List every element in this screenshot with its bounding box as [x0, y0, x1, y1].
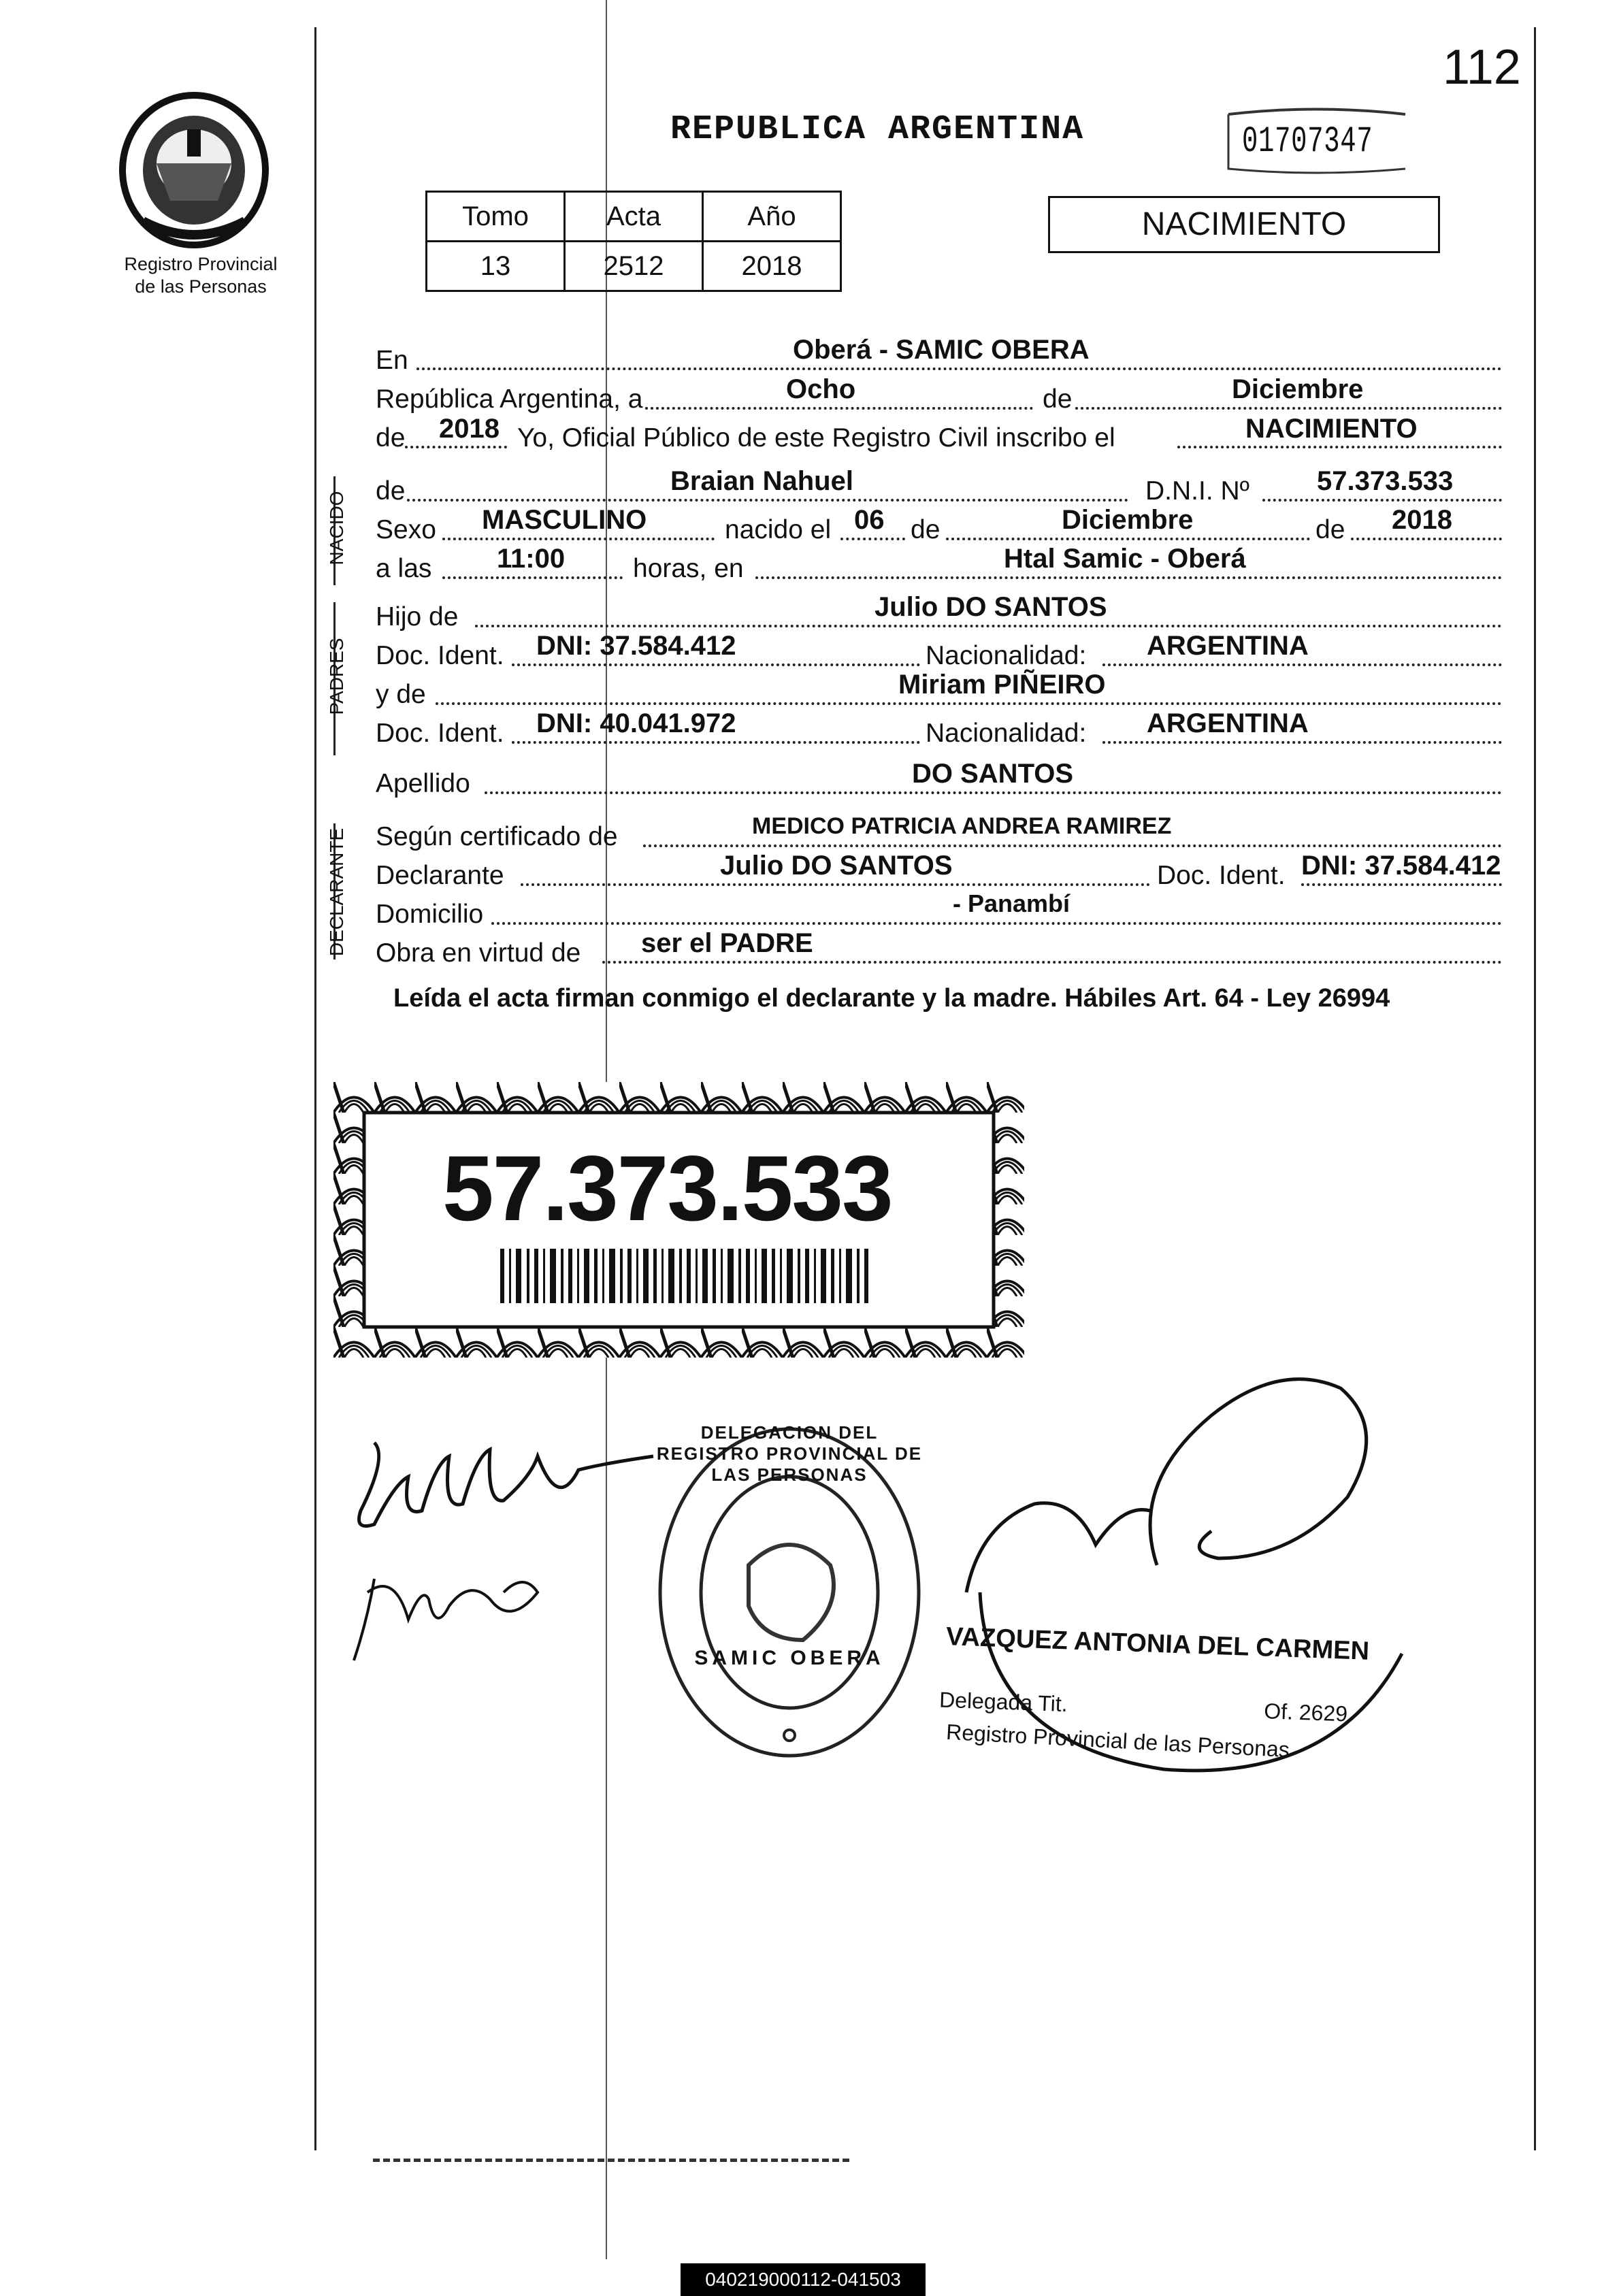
anio-header: Año — [703, 192, 841, 242]
inscribe-value: NACIMIENTO — [1245, 414, 1418, 444]
dotted-line — [475, 625, 1502, 627]
legal-text: Leída el acta firman conmigo el declarante y la madre. Hábiles Art. 64 - Ley 26994 — [393, 984, 1390, 1013]
nacido-side-label: NACIDO — [326, 491, 347, 565]
father-nat-label: Nacionalidad: — [926, 641, 1087, 670]
apellido-label: Apellido — [376, 769, 470, 798]
dotted-line — [436, 702, 1502, 705]
dni-value: 57.373.533 — [1317, 466, 1454, 496]
father-value: Julio DO SANTOS — [874, 592, 1107, 622]
declarante-label: Declarante — [376, 861, 504, 890]
hour-value: 11:00 — [497, 544, 566, 574]
anio-value: 2018 — [703, 242, 841, 291]
horas-label: horas, en — [633, 554, 744, 583]
domicilio-label: Domicilio — [376, 900, 484, 929]
apellido-value: DO SANTOS — [912, 759, 1074, 789]
footer-code: 040219000112-041503 — [681, 2263, 926, 2296]
father-doc-value: DNI: 37.584.412 — [536, 631, 736, 661]
registry-caption-line1: Registro Provincial — [124, 254, 278, 274]
record-type-box: NACIMIENTO — [1048, 196, 1440, 253]
dotted-line — [512, 663, 920, 666]
seal-ring-text-visible: DELEGACION DEL REGISTRO PROVINCIAL DE LAS PERSONAS — [656, 1422, 923, 1485]
serial-number: 01707347 — [1242, 121, 1373, 163]
dotted-line — [755, 576, 1502, 579]
dotted-line — [946, 538, 1310, 540]
left-margin-line — [314, 27, 316, 2150]
certificado-label: Según certificado de — [376, 822, 618, 851]
en-label: En — [376, 346, 408, 375]
bottom-dashed-line — [373, 2159, 849, 2162]
acta-header: Acta — [565, 192, 703, 242]
dotted-line — [1102, 663, 1502, 666]
right-margin-line — [1534, 27, 1536, 2150]
obra-value: ser el PADRE — [641, 928, 813, 958]
tomo-header: Tomo — [427, 192, 565, 242]
mother-nat-value: ARGENTINA — [1147, 708, 1309, 738]
dotted-line — [645, 407, 1033, 410]
dotted-line — [491, 922, 1502, 925]
obra-label: Obra en virtud de — [376, 938, 581, 968]
father-nat-value: ARGENTINA — [1147, 631, 1309, 661]
registry-caption — [88, 253, 313, 298]
dotted-line — [485, 791, 1502, 794]
birth-month-value: Diciembre — [1062, 505, 1194, 535]
official-name: VAZQUEZ ANTONIA DEL CARMEN — [945, 1622, 1370, 1666]
registry-caption-line2: de las Personas — [135, 276, 267, 297]
place-value: Htal Samic - Oberá — [1004, 544, 1246, 574]
birth-de2-label: de — [1315, 515, 1345, 544]
mother-nat-label: Nacionalidad: — [926, 719, 1087, 748]
dotted-line — [840, 538, 905, 540]
certificado-value: MEDICO PATRICIA ANDREA RAMIREZ — [752, 813, 1172, 839]
father-doc-label: Doc. Ident. — [376, 641, 504, 670]
dotted-line — [521, 883, 1150, 886]
page-number: 112 — [1443, 40, 1521, 95]
mother-doc-label: Doc. Ident. — [376, 719, 504, 748]
de-label: de — [1043, 384, 1073, 414]
dni-sticker-number: 57.373.533 — [442, 1136, 892, 1240]
dotted-line — [442, 538, 715, 540]
declarant-signature — [333, 1415, 687, 1674]
year-value: 2018 — [439, 414, 500, 444]
declarante-value: Julio DO SANTOS — [720, 851, 953, 881]
decl-doc-value: DNI: 37.584.412 — [1301, 851, 1501, 881]
mother-value: Miriam PIÑEIRO — [898, 670, 1106, 700]
sexo-value: MASCULINO — [482, 505, 647, 535]
dotted-line — [1075, 407, 1502, 410]
dotted-line — [1351, 538, 1502, 540]
dotted-line — [1102, 741, 1502, 744]
dotted-line — [405, 446, 507, 448]
child-name-value: Braian Nahuel — [670, 466, 853, 496]
day-value: Ocho — [786, 374, 856, 404]
declarante-side-label: DECLARANTE — [326, 827, 347, 957]
dotted-line — [1177, 446, 1502, 448]
official-title-start: Delegada Tit. — [938, 1687, 1068, 1717]
seal-inner-text: SAMIC OBERA — [694, 1647, 885, 1669]
republica-label: República Argentina, a — [376, 384, 643, 414]
page-title: REPUBLICA ARGENTINA — [670, 110, 1085, 149]
padres-side-label: PADRES — [326, 638, 347, 715]
dotted-line — [416, 367, 1502, 370]
dotted-line — [512, 741, 920, 744]
dotted-line — [602, 961, 1502, 964]
de-label: de — [376, 423, 406, 453]
name-prefix-label: de — [376, 476, 406, 506]
y-de-label: y de — [376, 680, 426, 709]
birth-de-label: de — [911, 515, 941, 544]
dotted-line — [407, 499, 1128, 502]
dni-label: D.N.I. Nº — [1145, 476, 1249, 506]
birth-day-value: 06 — [854, 505, 885, 535]
a-las-label: a las — [376, 554, 432, 583]
decl-doc-label: Doc. Ident. — [1157, 861, 1286, 890]
nacido-label: nacido el — [725, 515, 832, 544]
official-registry: Registro Provincial de las Personas — [945, 1719, 1290, 1762]
sexo-label: Sexo — [376, 515, 436, 544]
month-value: Diciembre — [1232, 374, 1364, 404]
hijo-label: Hijo de — [376, 602, 459, 632]
dotted-line — [1301, 883, 1502, 886]
domicilio-value: - Panambí — [953, 889, 1070, 917]
birth-year-value: 2018 — [1392, 505, 1452, 535]
official-title-end: Of. 2629 — [1263, 1699, 1348, 1726]
acta-value: 2512 — [565, 242, 703, 291]
en-value: Oberá - SAMIC OBERA — [793, 335, 1090, 365]
mother-doc-value: DNI: 40.041.972 — [536, 708, 736, 738]
record-table — [425, 191, 842, 292]
tomo-value: 13 — [427, 242, 565, 291]
dotted-line — [643, 844, 1502, 847]
misiones-coat-of-arms-icon — [116, 92, 272, 248]
dotted-line — [1262, 499, 1502, 502]
yo-label: Yo, Oficial Público de este Registro Civil inscribo el — [517, 423, 1115, 453]
dotted-line — [442, 576, 623, 579]
